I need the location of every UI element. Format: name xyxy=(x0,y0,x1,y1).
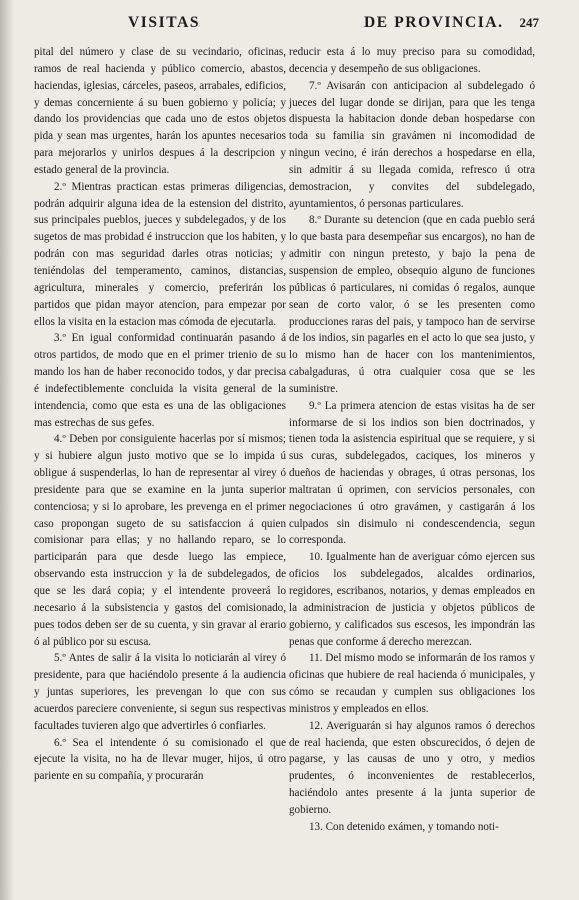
paragraph: 9.º La primera atencion de estas visitas ha de ser informarse de si los indios son bien doctrinados, y tienen toda la asistencia espiritual que se requiere, y si sus curas, subdelegados, caciques, los mineros y dueños de haciendas y obrages, ú otras personas, los maltratan ú oprimen, con servicios personales, con negociaciones ú otro gravámen, y castigarán á los culpados sin disimulo ni condescendencia, segun corresponda. xyxy=(289,399,535,547)
running-title-right: DE PROVINCIA. xyxy=(364,14,504,31)
paragraph: 3.º En igual conformidad continuarán pasando á otros partidos, de modo que en el primer trienio de su mando los han de haber reconocido todos, y dar precisa é indefectiblemente concluida la visita general de la intendencia, como que esta es una de las obligaciones mas estrechas de sus gefes. xyxy=(34,332,286,429)
paragraph: 13. Con detenido exámen, y tomando noti- xyxy=(309,820,499,833)
paragraph: 5.º Antes de salir á la visita lo noticiarán al virey ó presidente, para que haciéndolo presente á la audiencia y juntas superiores, les prevengan lo que con sus acuerdos pareciere conveniente, si segun sus respectivas facultades tuvieren algo que advertirles ó confiarles. xyxy=(34,652,286,732)
running-header xyxy=(0,14,579,38)
page-number: 247 xyxy=(519,15,539,30)
paragraph: 8.º Durante su detencion (que en cada pueblo será lo que basta para desempeñar sus encargos), no han de admitir con ningun pretesto, y bajo la pena de suspension de empleo, obsequio alguno de funciones públicas ó particulares, ni comidas ó regalos, aunque sean de corto valor, ó se les presenten como producciones raras del pais, y tampoco han de servirse de los indios, sin pagarles en el acto lo que sea justo, y lo mismo han de hacer con los mantenimientos, cabalgaduras, ú otra cualquier cosa que se les suministre. xyxy=(289,214,535,395)
paragraph: 6.º Sea el intendente ó su comisionado el que ejecute la visita, no ha de llevar muger, hijos, ú otro pariente en su compañía, y procurarán xyxy=(34,736,286,783)
paragraph: 4.º Deben por consiguiente hacerlas por sí mismos; y si hubiere algun justo motivo que se lo impida ú obligue á suspenderlas, lo han de representar al virey ó presidente para que se examine en la junta superior contenciosa; y si lo aprobare, les prevenga en el primer caso propongan sugeto de su satisfaccion á quien comisionar para ellas; y no hallando reparo, se lo participarán para que desde luego las empiece, observando esta instruccion y la de subdelegados, de que se les dará copia; y el intendente proveerá lo necesario á la subsistencia y gastos del comisionado, pues todos deben ser de su cuenta, y sin gravar al erario ó al público por su escusa. xyxy=(34,433,286,648)
paragraph: 10. Igualmente han de averiguar cómo ejercen sus oficios los subdelegados, alcaldes ordinarios, regidores, escribanos, notarios, y demas empleados en la administracion de justicia y objetos públicos de gobierno, y calificados sus escesos, les impondrán las penas que conforme á derecho merezcan. xyxy=(289,551,535,648)
page-gutter-shadow xyxy=(0,0,14,900)
paragraph: reducir esta á lo muy preciso para su comodidad, decencia y desempeño de sus obligaciones. xyxy=(289,46,535,75)
paragraph: 2.º Mientras practican estas primeras diligencias, podrán adquirir alguna idea de la estension del distrito, sus principales pueblos, jueces y subdelegados, y de los sugetos de mas probidad é instruccion que los habiten, y podrán con mas seguridad darles otras noticias; y teniéndolas del temperamento, caminos, distancias, agricultura, minerales y comercio, preferirán los partidos que pidan mayor atencion, para empezar por ellos la visita en la estacion mas cómoda de ejecutarla. xyxy=(34,180,286,328)
paragraph: 11. Del mismo modo se informarán de los ramos y oficinas que hubiere de real hacienda ó municipales, y cómo se recaudan y cumplen sus obligaciones los ministros y empleados en ellos. xyxy=(289,652,535,715)
left-text-column xyxy=(34,44,286,785)
paragraph: 12. Averiguarán si hay algunos ramos ó derechos de real hacienda, que esten obscurecidos, ó dejen de pagarse, y las causas de uno y otro, y medios prudentes, ó inconvenientes de restablecerlos, haciéndolo antes presente á la junta superior de gobierno. xyxy=(289,719,535,816)
right-text-column xyxy=(289,44,535,836)
paragraph: pital del número y clase de su vecindario, oficinas, ramos de real hacienda y público comercio, abastos, haciendas, iglesias, cárceles, paseos, arrabales, edificios, y demas concerniente á su buen gobierno y policía; y dando los providencias que cada uno de estos objetos pida y sean mas urgentes, harán los apuntes necesarios para mejorarlos y unirlos despues á la descripcion y estado general de la provincia. xyxy=(34,46,286,176)
paragraph: 7.º Avisarán con anticipacion al subdelegado ó jueces del lugar donde se dirijan, para que les tenga dispuesta la habitacion donde deban hospedarse con toda su familia sin gravámen ni incomodidad de ningun vecino, é irán derechos a hospedarse en ella, sin admitir á su llegada comida, refresco ú otra demostracion, y convites del subdelegado, ayuntamientos, ó personas particulares. xyxy=(289,79,535,210)
running-title-left: VISITAS xyxy=(128,14,201,31)
